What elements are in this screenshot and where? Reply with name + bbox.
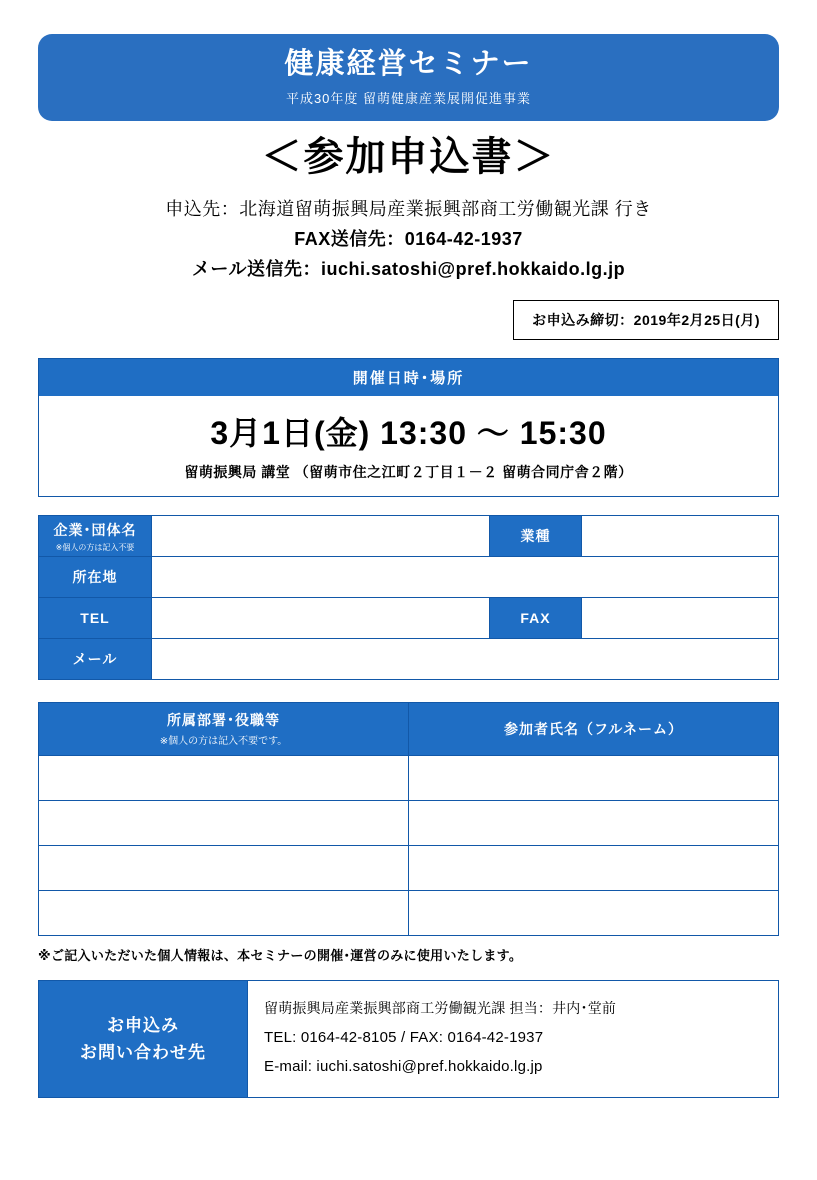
table-row [39,801,779,846]
participant-department-field[interactable] [39,756,409,801]
company-name-note: ※個人の方は記入不要 [55,542,135,552]
participant-name-field[interactable] [409,891,779,936]
event-table-header: 開催日時･場所 [39,359,778,396]
submit-to-fax: FAX送信先：0164-42-1937 [294,228,523,249]
name-column-header: 参加者氏名（フルネーム） [409,703,779,756]
contact-tel-fax: TEL: 0164-42-8105 / FAX: 0164-42-1937 [264,1028,544,1046]
event-datetime: 3月1日(金) 13:30 〜 15:30 [210,415,607,452]
department-column-header [39,703,409,756]
contact-details [248,981,779,1098]
company-name-field[interactable] [152,516,490,557]
table-row [39,516,779,557]
company-name-label [39,516,152,557]
participant-department-field[interactable] [39,846,409,891]
submit-to-office: 申込先：北海道留萌振興局産業振興部商工労働観光課 行き [165,199,652,220]
participants-table [38,702,779,936]
industry-label: 業種 [490,516,582,557]
company-name-label-text: 企業･団体名 [53,521,137,538]
tel-field[interactable] [152,598,490,639]
applicant-info-table [38,515,779,680]
contact-label-line1: お申込み [107,1016,179,1036]
table-row [39,557,779,598]
table-row [39,846,779,891]
participants-header-row [39,703,779,756]
application-form-page [0,34,817,1180]
participant-department-field[interactable] [39,801,409,846]
submit-to-email: メール送信先：iuchi.satoshi@pref.hokkaido.lg.jp [191,258,626,279]
fax-field[interactable] [582,598,779,639]
header-banner [38,34,779,121]
contact-label-line2: お問い合わせ先 [80,1043,206,1063]
contact-table [38,980,779,1098]
deadline-box: お申込み締切：2019年2月25日(月) [513,300,779,340]
tel-label: TEL [39,598,152,639]
deadline-row [38,300,779,340]
seminar-title: 健康経営セミナー [284,48,533,80]
contact-email: E-mail: iuchi.satoshi@pref.hokkaido.lg.jp [264,1057,543,1075]
event-table-body [39,396,778,496]
department-column-note: ※個人の方は記入不要です。 [159,736,288,748]
table-row [39,598,779,639]
seminar-subtitle: 平成30年度 留萌健康産業展開促進事業 [285,91,532,107]
participant-name-field[interactable] [409,756,779,801]
table-row [39,639,779,680]
mail-field[interactable] [152,639,779,680]
page-title: ＜参加申込書＞ [261,135,556,180]
table-row [39,891,779,936]
event-place: 留萌振興局 講堂 （留萌市住之江町２丁目１－２ 留萌合同庁舎２階） [184,464,633,481]
event-table [38,358,779,497]
contact-label [39,981,248,1098]
privacy-note: ※ご記入いただいた個人情報は、本セミナーの開催･運営のみに使用いたします。 [38,948,523,964]
table-row [39,981,779,1098]
table-row [39,756,779,801]
fax-label: FAX [490,598,582,639]
contact-organization: 留萌振興局産業振興部商工労働観光課 担当：井内･堂前 [264,1000,617,1017]
mail-label: メール [39,639,152,680]
submission-info [38,195,779,284]
department-column-header-text: 所属部署･役職等 [167,712,280,729]
participant-name-field[interactable] [409,846,779,891]
address-field[interactable] [152,557,779,598]
participant-department-field[interactable] [39,891,409,936]
participant-name-field[interactable] [409,801,779,846]
industry-field[interactable] [582,516,779,557]
address-label: 所在地 [39,557,152,598]
